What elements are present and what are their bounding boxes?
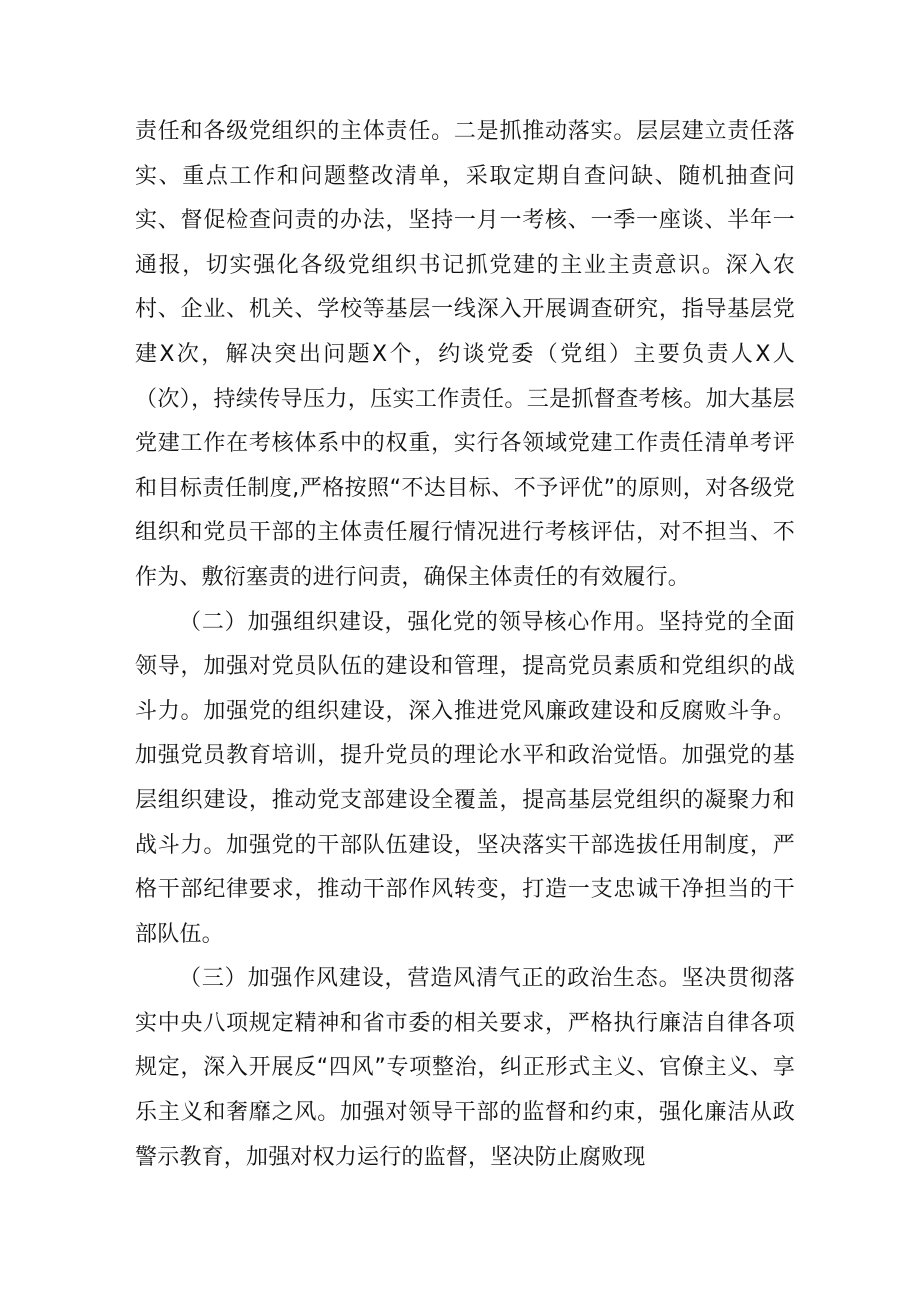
document-body bbox=[135, 110, 795, 1180]
paragraph-1: 责任和各级党组织的主体责任。二是抓推动落实。层层建立责任落实、重点工作和问题整改清单，采取定期自查问缺、随机抽查问实、督促检查问责的办法，坚持一月一考核、一季一座谈、半年一通报，切实强化各级党组织书记抓党建的主业主责意识。深入农村、企业、机关、学校等基层一线深入开展调查研究，指导基层党建X次，解决突出问题X个，约谈党委（党组）主要负责人X人（次），持续传导压力，压实工作责任。三是抓督查考核。加大基层党建工作在考核体系中的权重，实行各领域党建工作责任清单考评和目标责任制度,严格按照“不达目标、不予评优”的原则，对各级党组织和党员干部的主体责任履行情况进行考核评估，对不担当、不作为、敷衍塞责的进行问责，确保主体责任的有效履行。 bbox=[135, 119, 795, 590]
paragraph-2: （二）加强组织建设，强化党的领导核心作用。坚持党的全面领导，加强对党员队伍的建设和管理，提高党员素质和党组织的战斗力。加强党的组织建设，深入推进党风廉政建设和反腐败斗争。加强党员教育培训，提升党员的理论水平和政治觉悟。加强党的基层组织建设，推动党支部建设全覆盖，提高基层党组织的凝聚力和战斗力。加强党的干部队伍建设，坚决落实干部选拔任用制度，严格干部纪律要求，推动干部作风转变，打造一支忠诚干净担当的干部队伍。 bbox=[135, 609, 795, 947]
paragraph-3: （三）加强作风建设，营造风清气正的政治生态。坚决贯彻落实中央八项规定精神和省市委的相关要求，严格执行廉洁自律各项规定，深入开展反“四风”专项整治，纠正形式主义、官僚主义、享乐主义和奢靡之风。加强对领导干部的监督和约束，强化廉洁从政警示教育，加强对权力运行的监督，坚决防止腐败现 bbox=[135, 966, 795, 1170]
